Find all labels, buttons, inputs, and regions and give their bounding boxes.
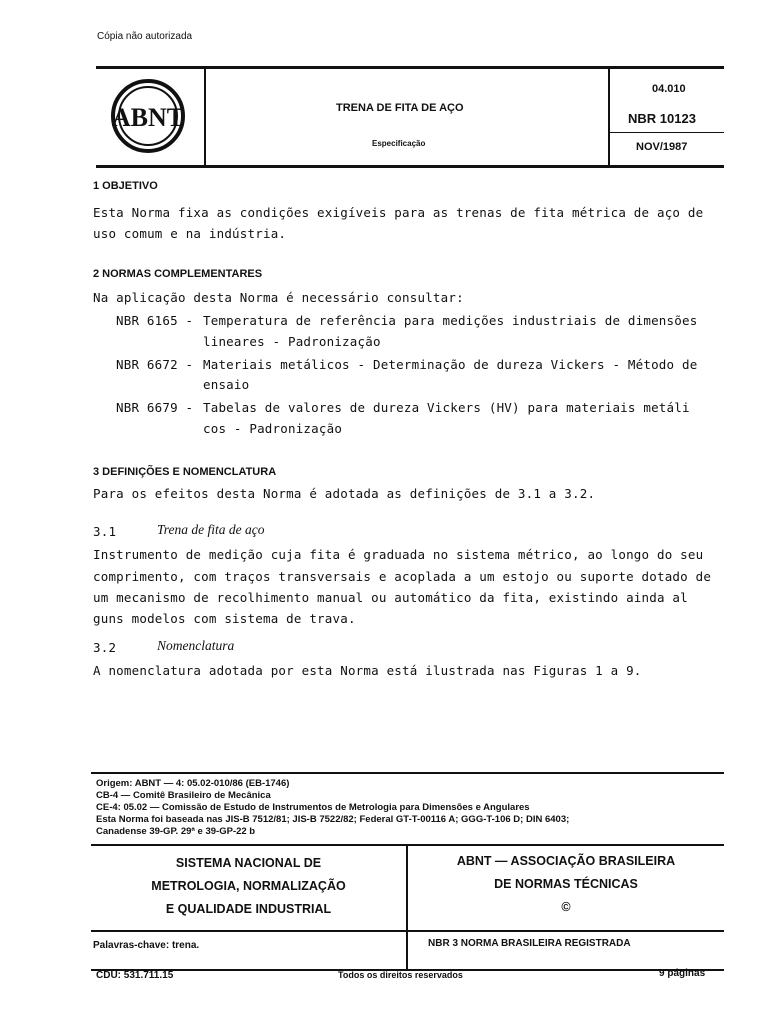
subsection-3-1-line: guns modelos com sistema de trava. — [93, 611, 356, 626]
copyright-symbol: © — [561, 900, 571, 914]
abnt-line: DE NORMAS TÉCNICAS — [494, 877, 638, 891]
origin-line: Origem: ABNT — 4: 05.02-010/86 (EB-1746) — [96, 778, 290, 789]
document-title: TRENA DE FITA DE AÇO — [336, 102, 464, 114]
reference-code: NBR 6165 - — [116, 313, 194, 328]
rights-reserved: Todos os direitos reservados — [338, 970, 463, 980]
sinmetro-line: METROLOGIA, NORMALIZAÇÃO — [151, 879, 346, 893]
origin-divider — [91, 772, 724, 774]
subsection-3-2-title: Nomenclatura — [157, 638, 235, 653]
subsection-3-1-title: Trena de fita de aço — [157, 522, 265, 537]
subsection-3-1-line: comprimento, com traços transversais e acoplada a um estojo ou suporte dotado de — [93, 569, 712, 584]
document-code: 04.010 — [652, 83, 686, 95]
origin-line: Canadense 39-GP. 29ª e 39-GP-22 b — [96, 826, 256, 837]
page-count: 9 páginas — [659, 968, 706, 979]
section-2-heading: 2 NORMAS COMPLEMENTARES — [93, 268, 263, 280]
cdu-number: CDU: 531.711.15 — [96, 970, 174, 981]
section-2-intro: Na aplicação desta Norma é necessário consultar: — [93, 290, 464, 305]
document-date: NOV/1987 — [636, 141, 688, 153]
registered-standard: NBR 3 NORMA BRASILEIRA REGISTRADA — [428, 938, 631, 949]
document-header — [96, 66, 724, 168]
subsection-3-1-number: 3.1 — [93, 524, 117, 539]
reference-code: NBR 6672 - — [116, 357, 194, 372]
header-divider-horizontal — [608, 132, 724, 133]
sinmetro-line: SISTEMA NACIONAL DE — [175, 856, 322, 870]
reference-text: lineares - Padronização — [203, 334, 381, 349]
svg-text:ABNT: ABNT — [111, 103, 185, 132]
section-1-line: uso comum e na indústria. — [93, 226, 287, 241]
abnt-logo — [110, 78, 186, 154]
section-1-heading: 1 OBJETIVO — [93, 180, 158, 192]
reference-text: cos - Padronização — [203, 421, 343, 436]
reference-code: NBR 6679 - — [116, 400, 194, 415]
origin-line: Esta Norma foi baseada nas JIS-B 7512/81; JIS-B 7522/82; Federal GT-T-00116 A; GGG-T-106 D; DIN 6403; — [96, 814, 570, 825]
header-divider-right — [608, 69, 610, 165]
subsection-3-1-line: Instrumento de medição cuja fita é graduada no sistema métrico, ao longo do seu — [93, 547, 704, 562]
reference-text: Temperatura de referência para medições industriais de dimensões — [203, 313, 698, 328]
sinmetro-line: E QUALIDADE INDUSTRIAL — [165, 902, 332, 916]
origin-line: CE-4: 05.02 — Comissão de Estudo de Instrumentos de Metrologia para Dimensões e Angulares — [96, 802, 530, 813]
footer-box — [91, 844, 724, 971]
reference-text: ensaio — [203, 377, 250, 392]
reference-text: Tabelas de valores de dureza Vickers (HV) para materiais metáli — [203, 400, 690, 415]
document-type: Especificação — [372, 139, 426, 148]
reference-text: Materiais metálicos - Determinação de dureza Vickers - Método de — [203, 357, 698, 372]
nbr-number: NBR 10123 — [628, 111, 696, 126]
abnt-line: ABNT — ASSOCIAÇÃO BRASILEIRA — [456, 854, 676, 868]
keywords: Palavras-chave: trena. — [93, 940, 200, 951]
section-3-intro: Para os efeitos desta Norma é adotada as definições de 3.1 a 3.2. — [93, 486, 596, 501]
subsection-3-1-line: um mecanismo de recolhimento manual ou automático da fita, existindo ainda al — [93, 590, 688, 605]
section-3-heading: 3 DEFINIÇÕES E NOMENCLATURA — [93, 466, 277, 478]
section-1-line: Esta Norma fixa as condições exigíveis para as trenas de fita métrica de aço de — [93, 205, 704, 220]
footer-divider-horizontal — [91, 930, 724, 932]
header-divider-left — [204, 69, 206, 165]
subsection-3-2-text: A nomenclatura adotada por esta Norma está ilustrada nas Figuras 1 a 9. — [93, 663, 642, 678]
origin-line: CB-4 — Comitê Brasileiro de Mecânica — [96, 790, 271, 801]
subsection-3-2-number: 3.2 — [93, 640, 117, 655]
copy-notice: Cópia não autorizada — [97, 31, 193, 42]
